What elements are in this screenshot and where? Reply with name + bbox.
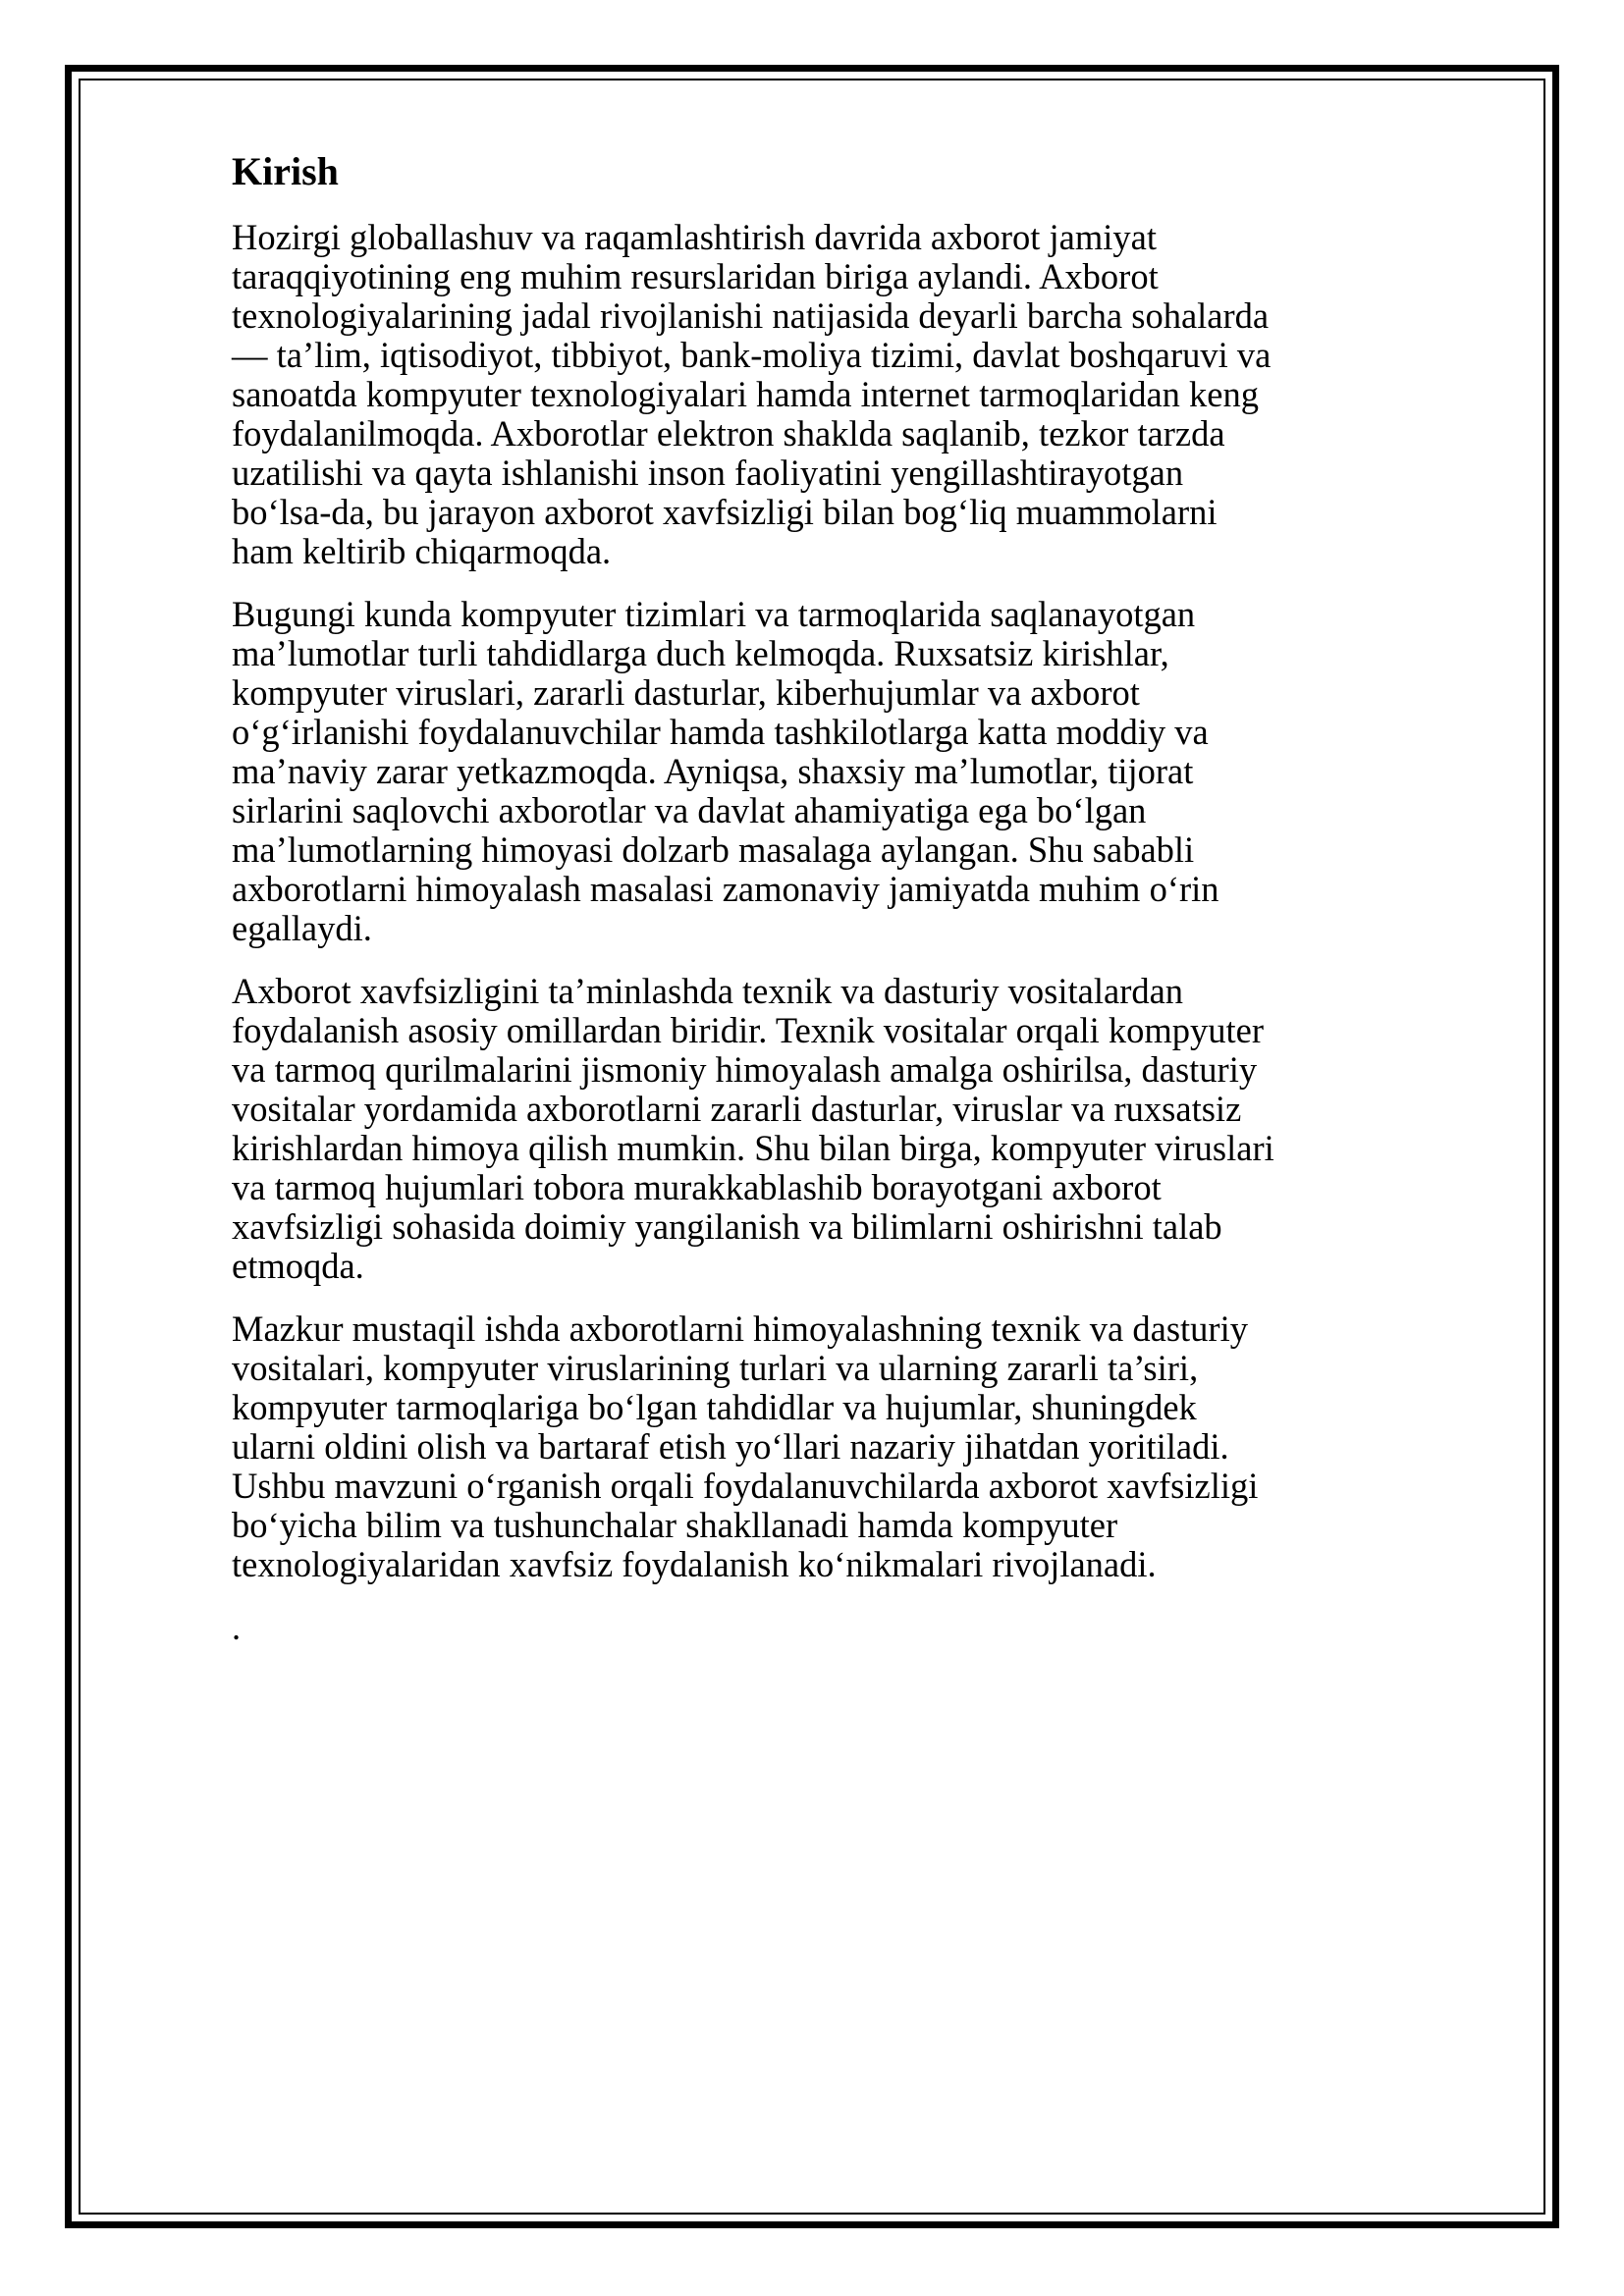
text-line: texnologiyalaridan xavfsiz foydalanish ko‘nikmalari rivojlanadi.: [232, 1544, 1157, 1584]
text-line: Axborot xavfsizligini ta’minlashda texnik va dasturiy vositalardan: [232, 971, 1184, 1011]
document-body: [232, 149, 1524, 1647]
text-line: Mazkur mustaqil ishda axborotlarni himoyalashning texnik va dasturiy: [232, 1308, 1248, 1349]
text-line: va tarmoq hujumlari tobora murakkablashib borayotgani axborot: [232, 1167, 1162, 1207]
text-line: vositalari, kompyuter viruslarining turlari va ularning zararli ta’siri,: [232, 1348, 1199, 1388]
paragraph-1: [232, 218, 1524, 571]
text-line: va tarmoq qurilmalarini jismoniy himoyalash amalga oshirilsa, dasturiy: [232, 1049, 1258, 1090]
text-line: egallaydi.: [232, 908, 372, 948]
paragraph-2: [232, 595, 1524, 948]
text-line: kompyuter tarmoqlariga bo‘lgan tahdidlar va hujumlar, shuningdek: [232, 1387, 1197, 1427]
text-line: ma’lumotlar turli tahdidlarga duch kelmoqda. Ruxsatsiz kirishlar,: [232, 633, 1169, 673]
text-line: axborotlarni himoyalash masalasi zamonaviy jamiyatda muhim o‘rin: [232, 869, 1219, 909]
text-line: vositalar yordamida axborotlarni zararli dasturlar, viruslar va ruxsatsiz: [232, 1089, 1242, 1129]
text-line: sirlarini saqlovchi axborotlar va davlat ahamiyatiga ega bo‘lgan: [232, 790, 1147, 830]
trailing-mark: .: [232, 1607, 242, 1647]
text-line: ham keltirib chiqarmoqda.: [232, 531, 612, 571]
text-line: ma’naviy zarar yetkazmoqda. Ayniqsa, shaxsiy ma’lumotlar, tijorat: [232, 751, 1194, 791]
paragraph-4: [232, 1309, 1524, 1584]
text-line: o‘g‘irlanishi foydalanuvchilar hamda tashkilotlarga katta moddiy va: [232, 712, 1209, 752]
text-line: texnologiyalarining jadal rivojlanishi natijasida deyarli barcha sohalarda: [232, 295, 1270, 336]
text-line: etmoqda.: [232, 1246, 364, 1286]
text-line: kompyuter viruslari, zararli dasturlar, kiberhujumlar va axborot: [232, 672, 1140, 713]
paragraph-3: [232, 972, 1524, 1286]
text-line: kirishlardan himoya qilish mumkin. Shu bilan birga, kompyuter viruslari: [232, 1128, 1274, 1168]
text-line: bo‘yicha bilim va tushunchalar shakllanadi hamda kompyuter: [232, 1505, 1118, 1545]
text-line: foydalanilmoqda. Axborotlar elektron shaklda saqlanib, tezkor tarzda: [232, 413, 1225, 454]
text-line: taraqqiyotining eng muhim resurslaridan biriga aylandi. Axborot: [232, 256, 1159, 296]
text-line: foydalanish asosiy omillardan biridir. Texnik vositalar orqali kompyuter: [232, 1010, 1265, 1050]
text-line: Bugungi kunda kompyuter tizimlari va tarmoqlarida saqlanayotgan: [232, 594, 1196, 634]
text-line: Ushbu mavzuni o‘rganish orqali foydalanuvchilarda axborot xavfsizligi: [232, 1466, 1259, 1506]
text-line: ma’lumotlarning himoyasi dolzarb masalaga aylangan. Shu sababli: [232, 829, 1195, 870]
text-line: ularni oldini olish va bartaraf etish yo‘llari nazariy jihatdan yoritiladi.: [232, 1426, 1229, 1467]
text-line: xavfsizligi sohasida doimiy yangilanish va bilimlarni oshirishni talab: [232, 1206, 1222, 1247]
section-heading: Kirish: [232, 149, 339, 193]
text-line: bo‘lsa-da, bu jarayon axborot xavfsizligi bilan bog‘liq muammolarni: [232, 492, 1218, 532]
text-line: uzatilishi va qayta ishlanishi inson faoliyatini yengillashtirayotgan: [232, 453, 1184, 493]
text-line: — ta’lim, iqtisodiyot, tibbiyot, bank-moliya tizimi, davlat boshqaruvi va: [232, 335, 1272, 375]
text-line: Hozirgi globallashuv va raqamlashtirish davrida axborot jamiyat: [232, 217, 1157, 257]
text-line: sanoatda kompyuter texnologiyalari hamda internet tarmoqlaridan keng: [232, 374, 1259, 414]
